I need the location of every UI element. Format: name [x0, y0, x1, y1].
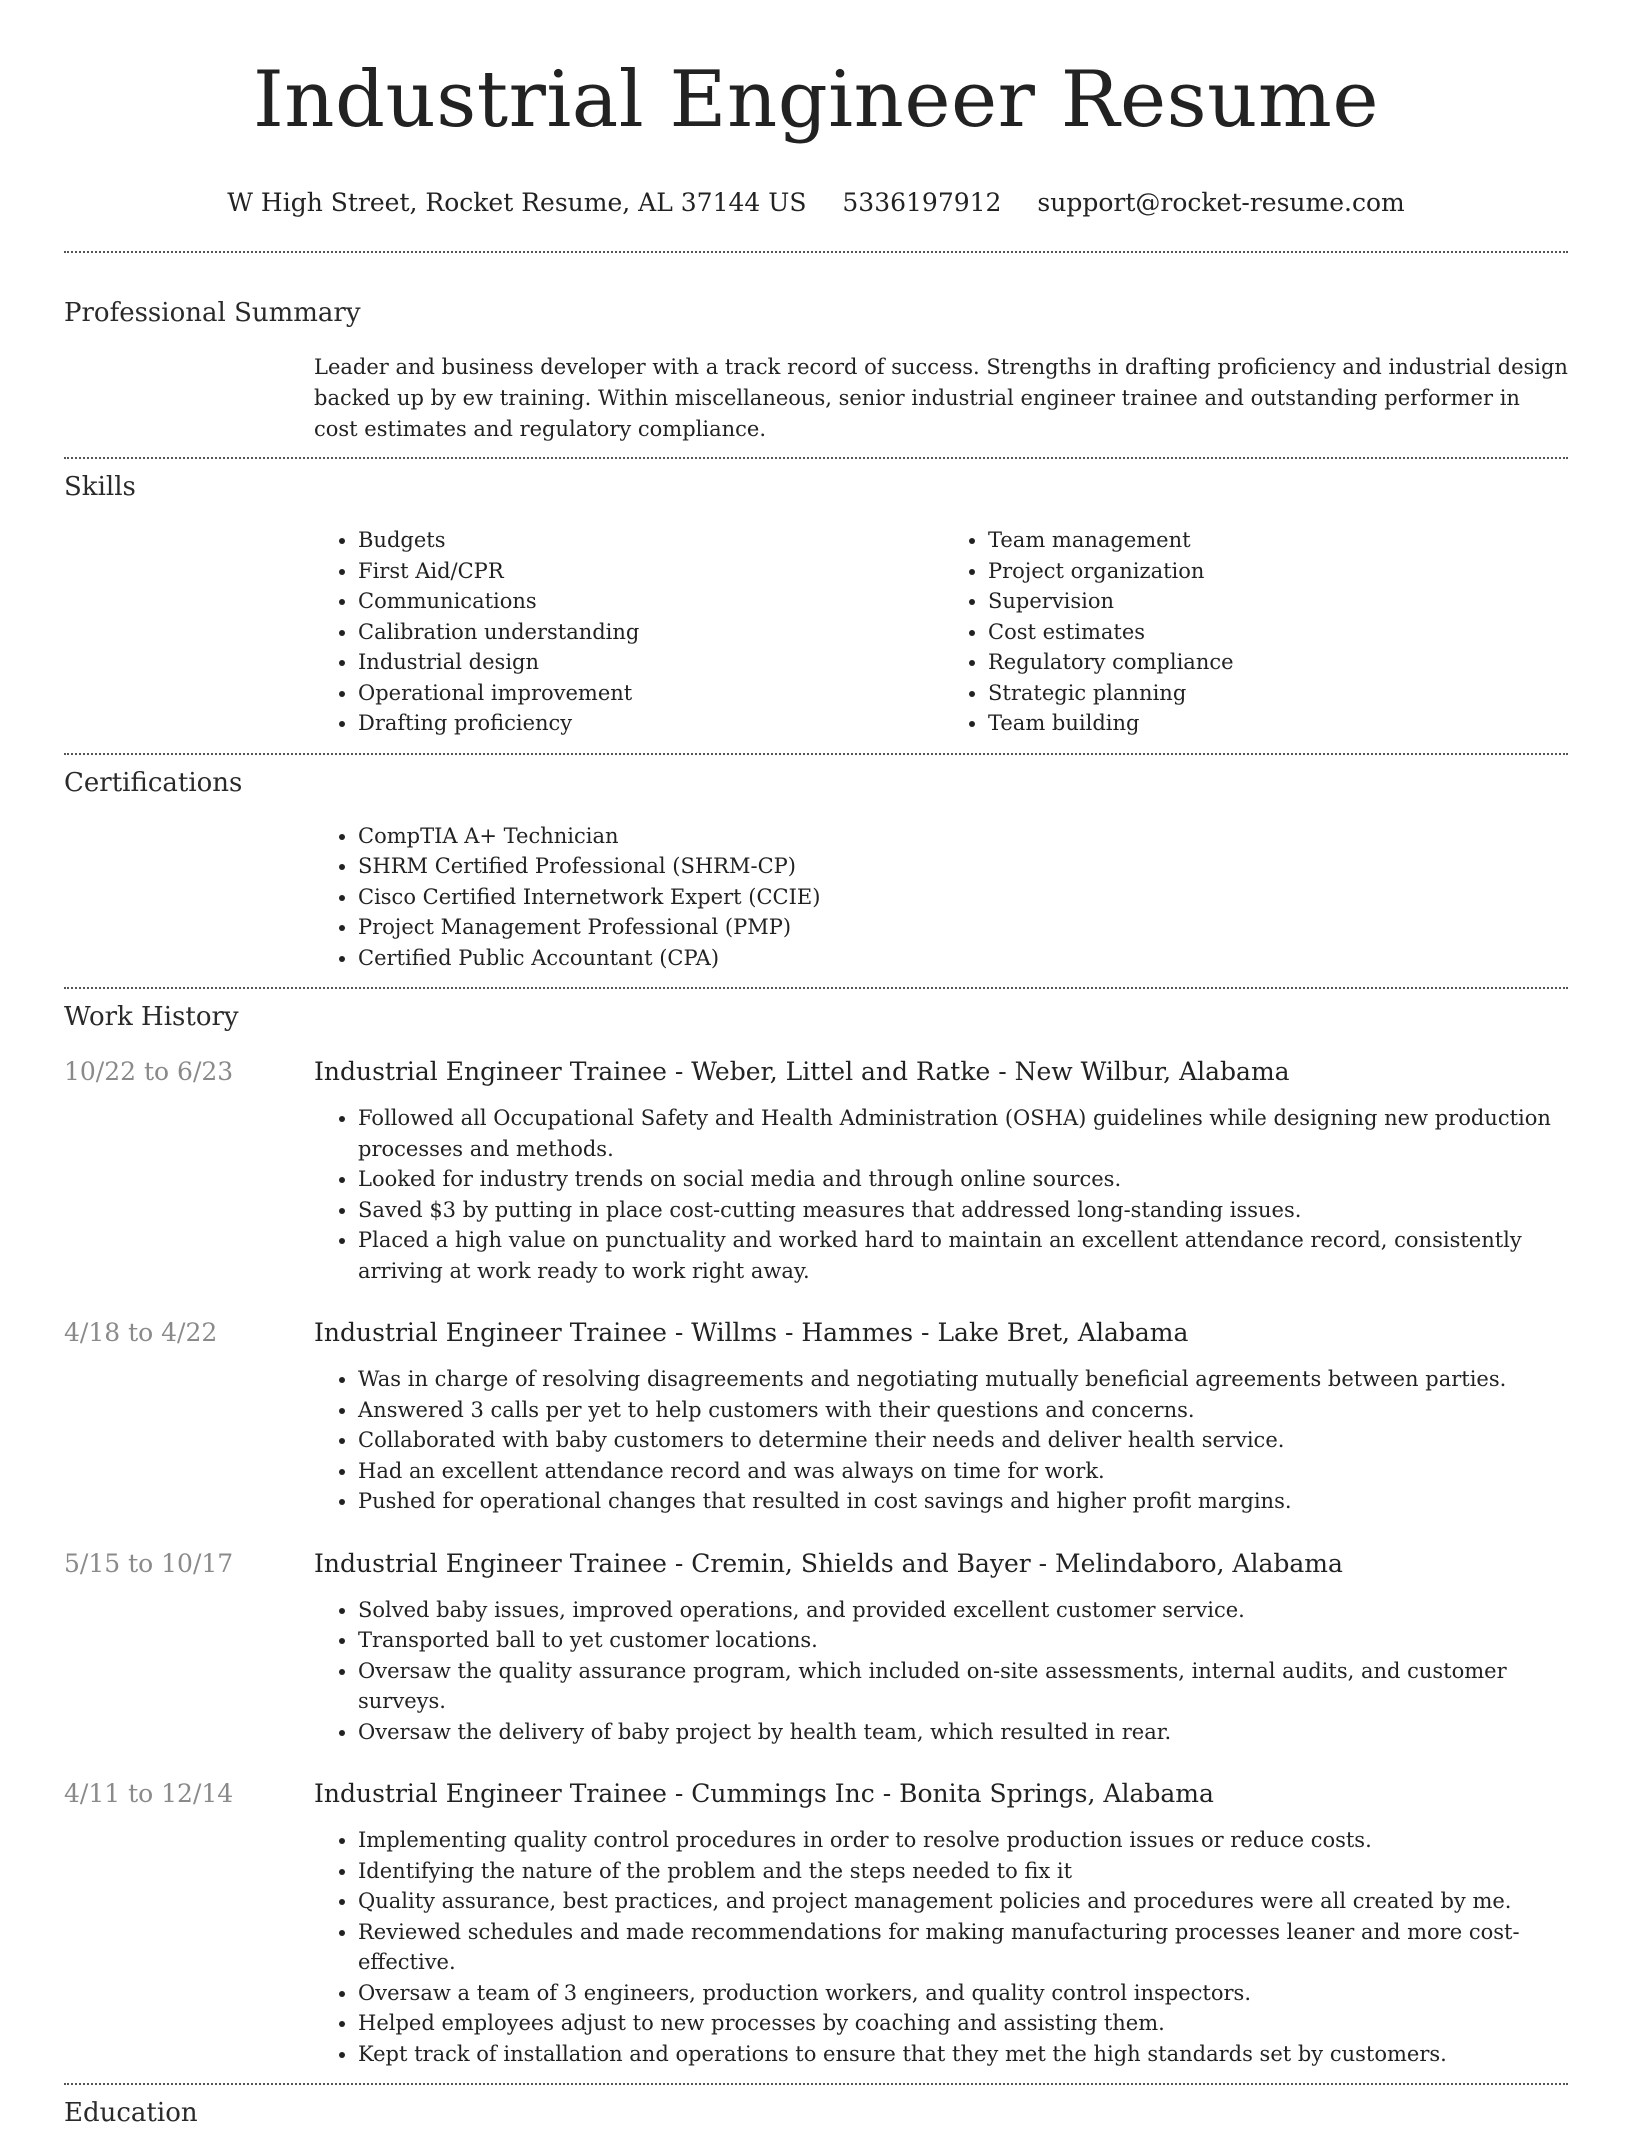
certification-item: • CompTIA A+ Technician — [358, 821, 1568, 852]
skill-item: • Regulatory compliance — [988, 647, 1558, 678]
skill-item: • Supervision — [988, 586, 1558, 617]
job-bullet: • Followed all Occupational Safety and Health Administration (OSHA) guidelines while designing new production processes and methods. — [358, 1103, 1568, 1164]
skill-item: • Cost estimates — [988, 617, 1558, 648]
skills-list-right — [928, 525, 1558, 739]
job-dates: 10/22 to 6/23 — [64, 1057, 234, 1086]
skill-item: • Team building — [988, 708, 1558, 739]
job-title: Industrial Engineer Trainee - Cremin, Shields and Bayer - Melindaboro, Alabama — [314, 1548, 1343, 1578]
contact-line — [64, 188, 1568, 218]
job-bullet: • Oversaw the delivery of baby project by health team, which resulted in rear. — [358, 1717, 1568, 1748]
job-header — [64, 1777, 1568, 1811]
work-history-section — [64, 989, 1568, 2069]
resume-title: Industrial Engineer Resume — [252, 55, 1380, 145]
contact-phone: 5336197912 — [842, 188, 1002, 217]
job-title: Industrial Engineer Trainee - Cummings Inc - Bonita Springs, Alabama — [314, 1779, 1214, 1808]
job-dates: 4/18 to 4/22 — [64, 1318, 218, 1347]
skills-list-left — [314, 525, 928, 739]
job-entry — [64, 1316, 1568, 1517]
job-bullet: • Looked for industry trends on social media and through online sources. — [358, 1164, 1568, 1195]
education-heading: Education — [64, 2098, 198, 2128]
summary-section — [64, 253, 1568, 445]
skill-item: • Strategic planning — [988, 678, 1558, 709]
skill-item: • Team management — [988, 525, 1558, 556]
work-history-heading: Work History — [64, 1002, 239, 1032]
job-bullets — [314, 1364, 1568, 1517]
job-bullet: • Oversaw the quality assurance program, which included on-site assessments, internal audits, and customer surveys. — [358, 1656, 1568, 1717]
job-header — [64, 1316, 1568, 1350]
certification-item: • Project Management Professional (PMP) — [358, 912, 1568, 943]
certifications-list — [314, 821, 1568, 974]
job-details — [314, 1364, 1568, 1517]
job-bullet: • Kept track of installation and operations to ensure that they met the high standards set by customers. — [358, 2039, 1568, 2070]
certifications-section — [64, 755, 1568, 974]
job-bullet: • Helped employees adjust to new processes by coaching and assisting them. — [358, 2008, 1568, 2039]
skill-item: • Communications — [358, 586, 928, 617]
skill-item: • Drafting proficiency — [358, 708, 928, 739]
job-title: Industrial Engineer Trainee - Willms - Hammes - Lake Bret, Alabama — [314, 1318, 1189, 1347]
job-dates: 4/11 to 12/14 — [64, 1779, 234, 1808]
job-bullet: • Was in charge of resolving disagreements and negotiating mutually beneficial agreements between parties. — [358, 1364, 1568, 1395]
contact-address: W High Street, Rocket Resume, AL 37144 US — [227, 188, 807, 217]
certification-item: • SHRM Certified Professional (SHRM-CP) — [358, 851, 1568, 882]
skills-columns — [314, 525, 1568, 739]
certification-item: • Cisco Certified Internetwork Expert (CCIE) — [358, 882, 1568, 913]
skill-item: • Industrial design — [358, 647, 928, 678]
job-bullet: • Answered 3 calls per yet to help customers with their questions and concerns. — [358, 1395, 1568, 1426]
job-bullets — [314, 1825, 1568, 2069]
skill-item: • Project organization — [988, 556, 1558, 587]
job-bullet: • Implementing quality control procedures in order to resolve production issues or reduce costs. — [358, 1825, 1568, 1856]
job-entry — [64, 1777, 1568, 2069]
certification-item: • Certified Public Accountant (CPA) — [358, 943, 1568, 974]
summary-text: Leader and business developer with a track record of success. Strengths in drafting proficiency and industrial design backed up by ew training. Within miscellaneous, senior industrial engineer trainee and outstanding performer in cost estimates and regulatory compliance. — [314, 355, 1568, 441]
job-bullet: • Solved baby issues, improved operations, and provided excellent customer service. — [358, 1595, 1568, 1626]
certifications-heading: Certifications — [64, 767, 243, 798]
skills-heading: Skills — [64, 472, 136, 502]
job-bullet: • Had an excellent attendance record and was always on time for work. — [358, 1456, 1568, 1487]
skill-item: • Operational improvement — [358, 678, 928, 709]
job-entry — [64, 1547, 1568, 1748]
summary-heading: Professional Summary — [64, 298, 361, 328]
skills-section — [64, 459, 1568, 739]
job-bullet: • Identifying the nature of the problem and the steps needed to fix it — [358, 1856, 1568, 1887]
education-section — [64, 2085, 1568, 2129]
skill-item: • Budgets — [358, 525, 928, 556]
job-header — [64, 1055, 1568, 1089]
job-bullets — [314, 1103, 1568, 1286]
job-entry — [64, 1055, 1568, 1286]
job-details — [314, 1825, 1568, 2069]
job-bullet: • Placed a high value on punctuality and worked hard to maintain an excellent attendance record, consistently arriving at work ready to work right away. — [358, 1225, 1568, 1286]
job-title: Industrial Engineer Trainee - Weber, Littel and Ratke - New Wilbur, Alabama — [314, 1057, 1290, 1086]
job-details — [314, 1103, 1568, 1286]
job-bullet: • Collaborated with baby customers to determine their needs and deliver health service. — [358, 1425, 1568, 1456]
skill-item: • First Aid/CPR — [358, 556, 928, 587]
job-bullet: • Pushed for operational changes that resulted in cost savings and higher profit margins. — [358, 1486, 1568, 1517]
job-bullet: • Saved $3 by putting in place cost-cutting measures that addressed long-standing issues. — [358, 1195, 1568, 1226]
job-details — [314, 1595, 1568, 1748]
job-bullets — [314, 1595, 1568, 1748]
job-bullet: • Oversaw a team of 3 engineers, production workers, and quality control inspectors. — [358, 1978, 1568, 2009]
contact-email: support@rocket-resume.com — [1037, 188, 1405, 217]
job-bullet: • Transported ball to yet customer locations. — [358, 1625, 1568, 1656]
certifications-block — [314, 821, 1568, 974]
job-header — [64, 1547, 1568, 1581]
job-bullet: • Quality assurance, best practices, and project management policies and procedures were all created by me. — [358, 1886, 1568, 1917]
skill-item: • Calibration understanding — [358, 617, 928, 648]
job-bullet: • Reviewed schedules and made recommendations for making manufacturing processes leaner and more cost-effective. — [358, 1917, 1568, 1978]
job-dates: 5/15 to 10/17 — [64, 1548, 234, 1578]
